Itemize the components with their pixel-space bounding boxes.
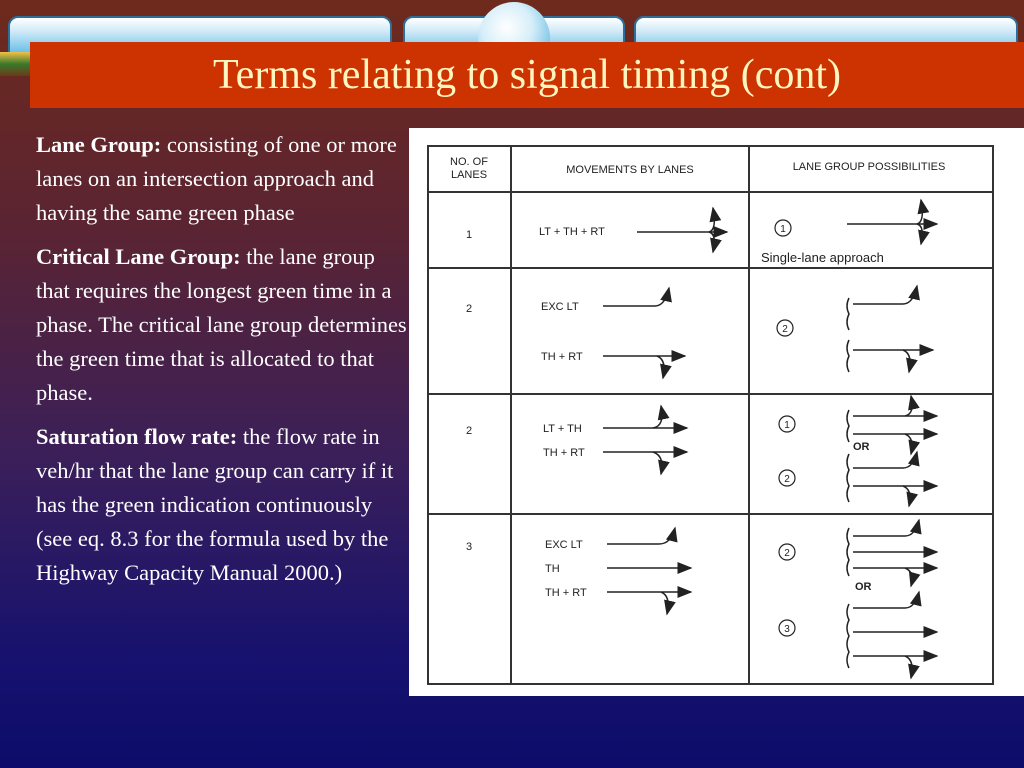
row2-option: 2 <box>782 324 788 335</box>
row1-lanes: 1 <box>465 229 473 241</box>
row3-lanes: 2 <box>465 425 473 437</box>
row4-movement-3: TH + RT <box>545 587 587 599</box>
term-critical-lane-group: Critical Lane Group: <box>36 244 241 269</box>
row3-movement-2: TH + RT <box>543 447 585 459</box>
title-bar <box>30 42 1024 108</box>
term-lane-group: Lane Group: <box>36 132 162 157</box>
row4-arrows <box>607 528 691 614</box>
row4-or-label: OR <box>855 581 872 593</box>
row3-arrows <box>603 406 687 474</box>
definition-text: the flow rate in veh/hr that the lane group can carry if it has the green indication continuously (see eq. 8.3 for the formula used by the Highway Capacity Manual 2000.) <box>36 424 394 585</box>
row3-or-label: OR <box>853 441 870 453</box>
definition-text: consisting of one or more lanes on an intersection approach and having the same green phase <box>36 132 397 225</box>
lane-group-table-svg <box>409 128 1024 696</box>
row1-note: Single-lane approach <box>761 250 884 265</box>
row4-option-2: 2 <box>784 548 790 559</box>
slide-title: Terms relating to signal timing (cont) <box>212 52 842 98</box>
header-movements: MOVEMENTS BY LANES <box>566 164 694 176</box>
definition-saturation-flow-rate <box>36 420 411 590</box>
row2-option-arrows <box>847 286 933 372</box>
row2-movement-2: TH + RT <box>541 351 583 363</box>
row4-option-arrows <box>847 520 937 678</box>
row2-lanes: 2 <box>465 303 473 315</box>
row1-option: 1 <box>780 224 786 235</box>
decor-stripe <box>0 52 30 76</box>
definitions-text <box>36 128 411 600</box>
row3-option-2: 2 <box>784 474 790 485</box>
row3-movement-1: LT + TH <box>543 423 582 435</box>
row3-option-1: 1 <box>784 420 790 431</box>
row1-option-arrow <box>847 200 937 244</box>
term-saturation-flow-rate: Saturation flow rate: <box>36 424 238 449</box>
row2-movement-1: EXC LT <box>541 301 579 313</box>
definition-lane-group <box>36 128 411 230</box>
row2-arrows <box>603 288 685 378</box>
row1-movement: LT + TH + RT <box>539 226 605 238</box>
row4-lanes: 3 <box>465 541 473 553</box>
row4-movement-2: TH <box>545 563 560 575</box>
header-possibilities: LANE GROUP POSSIBILITIES <box>792 161 946 173</box>
row1-arrow <box>637 208 727 252</box>
row4-option-3: 3 <box>784 624 790 635</box>
definition-critical-lane-group <box>36 240 411 410</box>
definition-text: the lane group that requires the longest green time in a phase. The critical lane group determines the green time that is allocated to that phase. <box>36 244 407 405</box>
row4-movement-1: EXC LT <box>545 539 583 551</box>
lane-group-diagram <box>409 128 1024 696</box>
header-lanes: NO. OF LANES <box>450 156 488 181</box>
